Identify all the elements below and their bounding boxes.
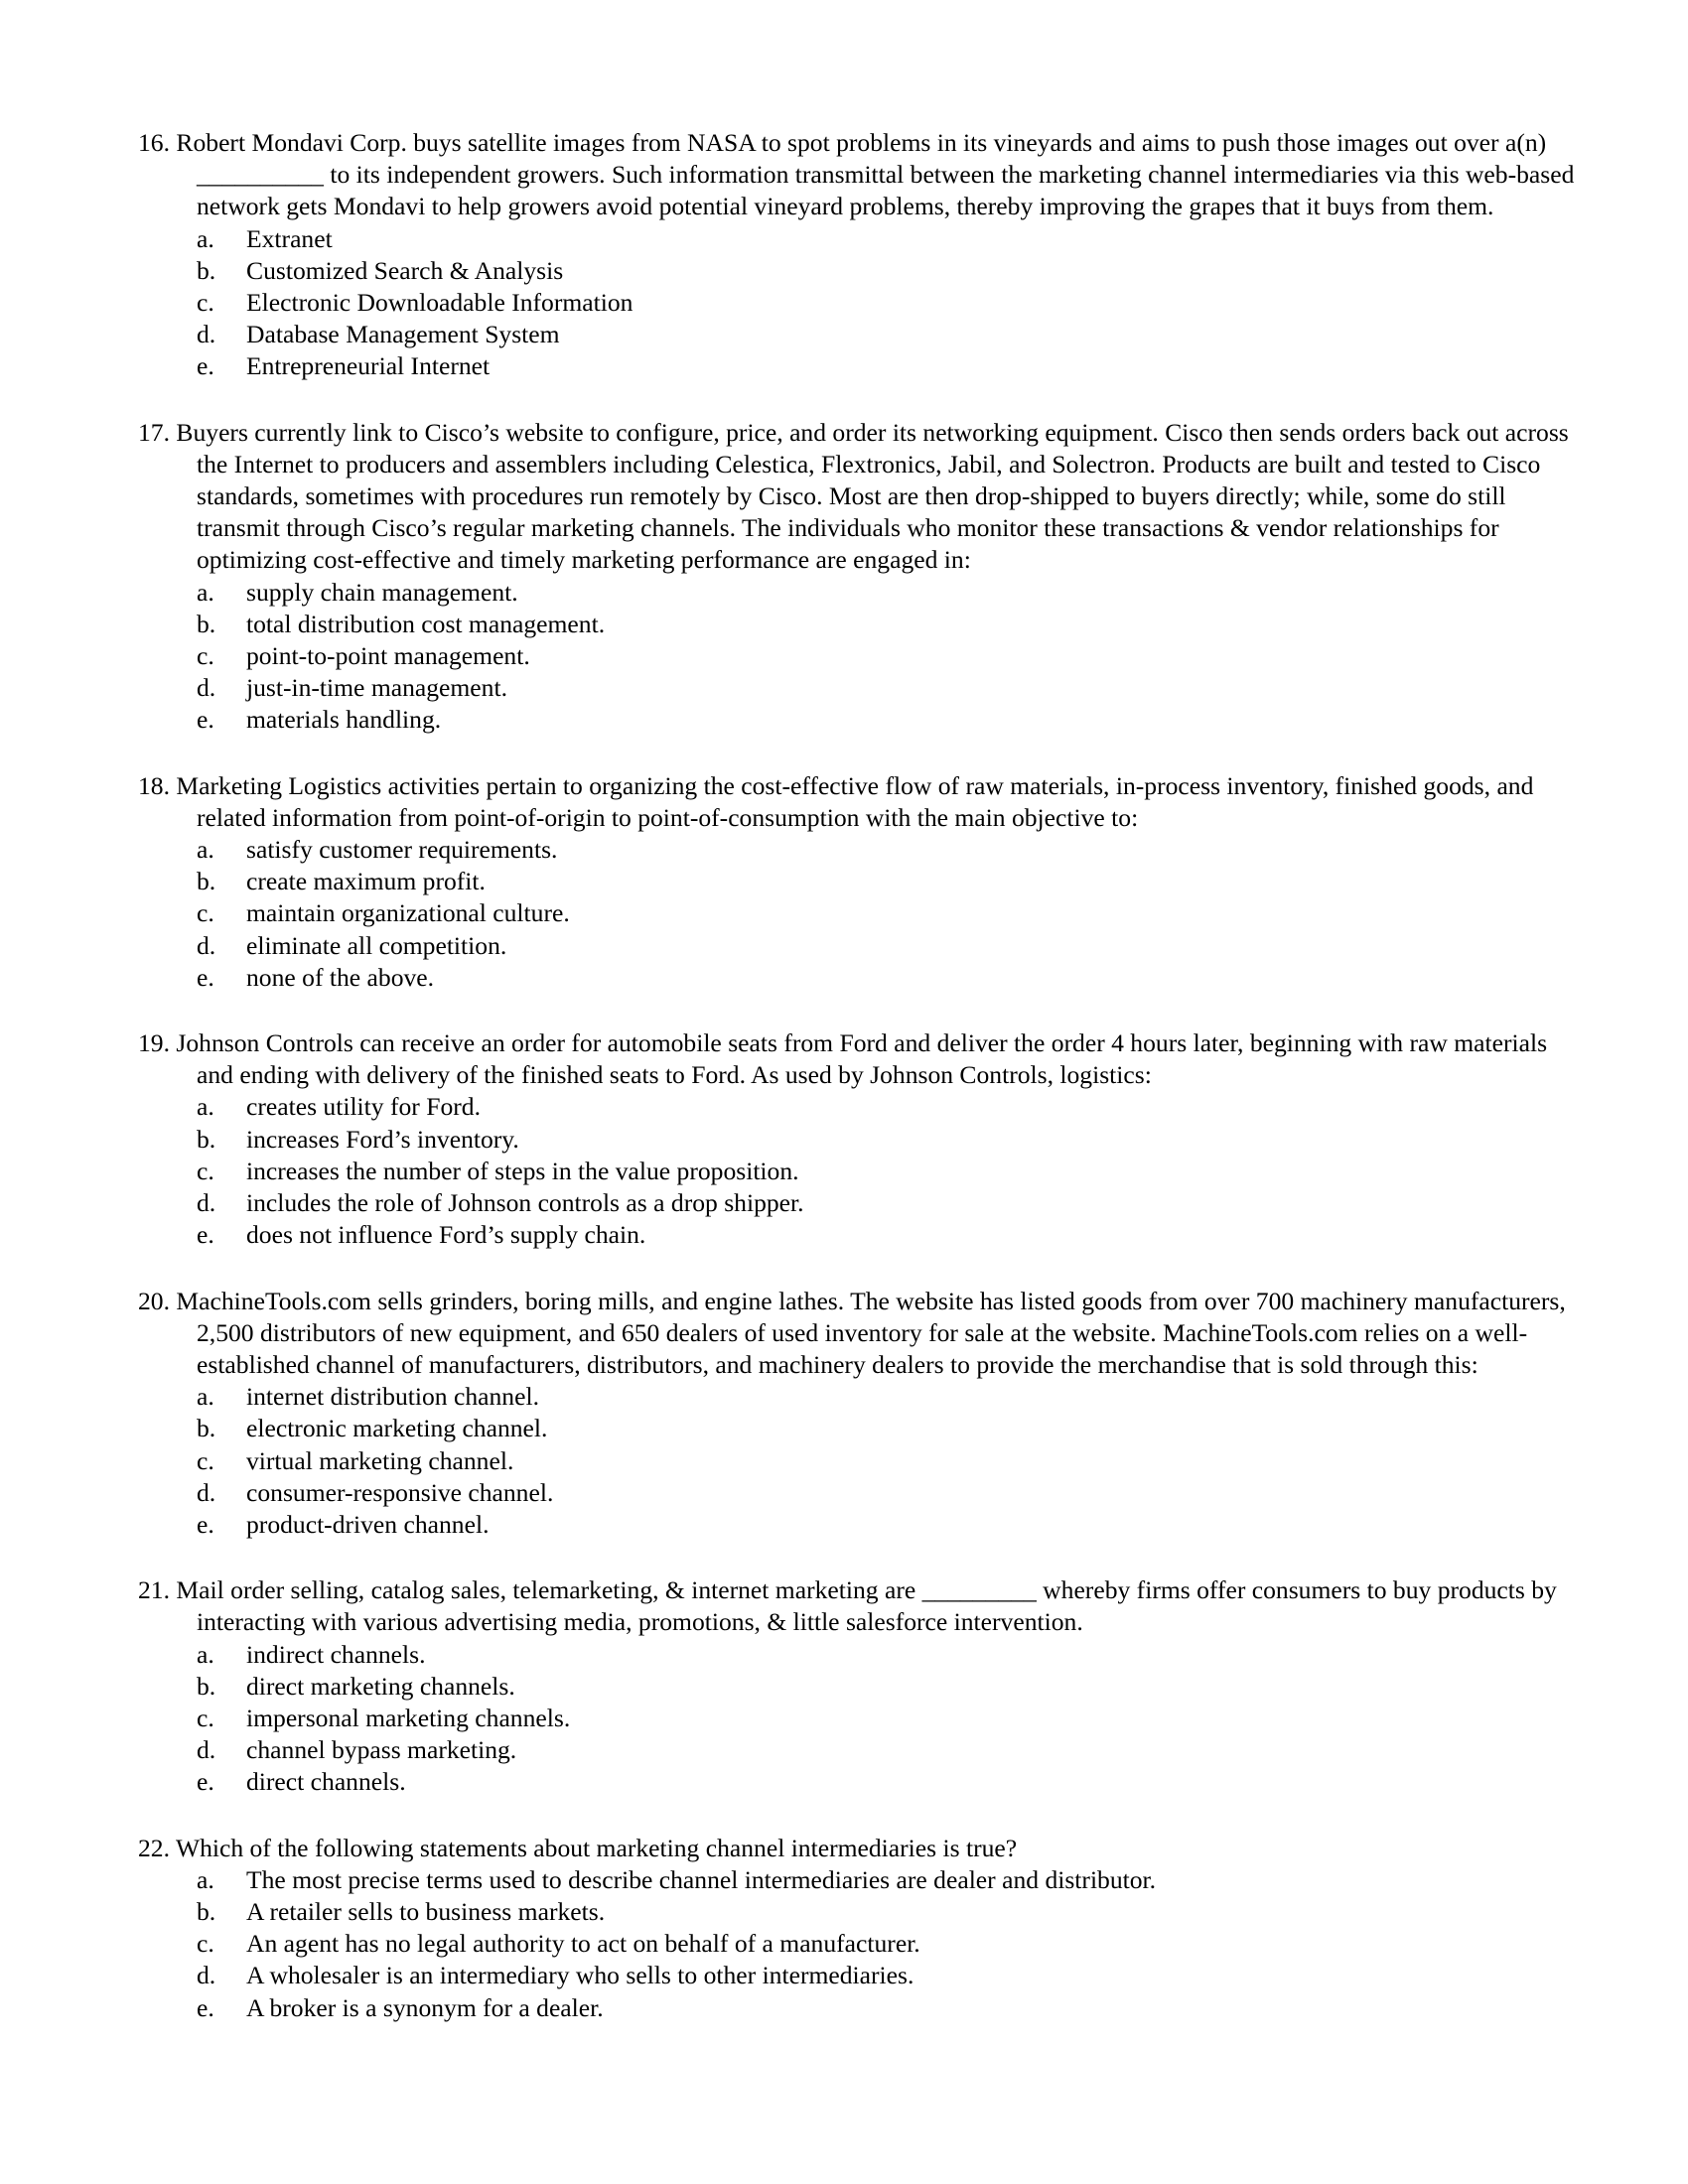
option-text: A broker is a synonym for a dealer. [246, 1992, 604, 2022]
answer-option [97, 1992, 1589, 2024]
answer-option [97, 609, 1589, 640]
option-text: create maximum profit. [246, 867, 486, 896]
option-letter: b. [197, 867, 216, 896]
option-text: direct marketing channels. [246, 1671, 515, 1701]
answer-options [97, 834, 1589, 994]
answer-option [97, 1703, 1589, 1734]
answer-options [97, 577, 1589, 737]
option-letter: e. [197, 1992, 214, 2022]
option-letter: d. [197, 320, 216, 349]
option-letter: a. [197, 1864, 214, 1894]
question-text: Robert Mondavi Corp. buys satellite images from NASA to spot problems in its vineyards and aims to push those images out over a(n) __________ to its independent growers. Such information transmittal between the marketing channel intermediaries via this web-based network gets Mondavi to help growers avoid potential vineyard problems, thereby improving the grapes that it buys from them. [176, 128, 1575, 221]
question-16 [97, 127, 1589, 383]
question-text: Buyers currently link to Cisco’s website to configure, price, and order its networking equipment. Cisco then sends orders back out across the Internet to producers and assemblers including Celestica, Flextronics, Jabil, and Solectron. Products are built and tested to Cisco standards, sometimes with procedures run remotely by Cisco. Most are then drop-shipped to buyers directly; while, some do still transmit through Cisco’s regular marketing channels. The individuals who monitor these transactions & vendor relationships for optimizing cost-effective and timely marketing performance are engaged in: [176, 417, 1569, 575]
option-text: A retailer sells to business markets. [246, 1896, 606, 1926]
answer-option [97, 1381, 1589, 1413]
question-19 [97, 1027, 1589, 1251]
option-text: point-to-point management. [246, 641, 530, 671]
option-text: channel bypass marketing. [246, 1735, 517, 1765]
answer-option [97, 1413, 1589, 1444]
option-text: eliminate all competition. [246, 930, 507, 960]
answer-option [97, 1219, 1589, 1251]
option-text: materials handling. [246, 705, 442, 735]
option-letter: c. [197, 1703, 214, 1732]
answer-option [97, 1766, 1589, 1798]
answer-option [97, 1734, 1589, 1766]
answer-option [97, 1091, 1589, 1123]
question-list [97, 127, 1589, 2024]
option-text: satisfy customer requirements. [246, 835, 558, 865]
option-letter: a. [197, 835, 214, 865]
option-letter: d. [197, 1477, 216, 1507]
answer-options [97, 1091, 1589, 1251]
answer-option [97, 1124, 1589, 1156]
question-number: 19. [138, 1028, 170, 1058]
option-letter: a. [197, 577, 214, 607]
answer-option [97, 1928, 1589, 1960]
question-21 [97, 1574, 1589, 1798]
option-letter: b. [197, 609, 216, 638]
option-letter: a. [197, 223, 214, 253]
question-stem [97, 1833, 1589, 1864]
option-letter: b. [197, 255, 216, 285]
option-letter: e. [197, 705, 214, 735]
answer-option [97, 672, 1589, 704]
answer-option [97, 1445, 1589, 1477]
answer-option [97, 1960, 1589, 1991]
option-text: A wholesaler is an intermediary who sells to other intermediaries. [246, 1961, 914, 1990]
question-text: MachineTools.com sells grinders, boring mills, and engine lathes. The website has listed goods from over 700 machinery manufacturers, 2,500 distributors of new equipment, and 650 dealers of used inventory for sale at the website. MachineTools.com relies on a well-established channel of manufacturers, distributors, and machinery dealers to provide the merchandise that is sold through this: [176, 1286, 1566, 1379]
question-number: 17. [138, 417, 170, 447]
option-text: none of the above. [246, 962, 435, 992]
answer-option [97, 255, 1589, 287]
question-20 [97, 1286, 1589, 1542]
option-text: product-driven channel. [246, 1509, 490, 1539]
answer-option [97, 1509, 1589, 1541]
option-text: indirect channels. [246, 1639, 426, 1669]
answer-option [97, 897, 1589, 929]
option-text: Customized Search & Analysis [246, 255, 564, 285]
answer-option [97, 962, 1589, 994]
answer-option [97, 577, 1589, 609]
answer-options [97, 1864, 1589, 2024]
option-letter: e. [197, 962, 214, 992]
question-22 [97, 1833, 1589, 2024]
option-letter: b. [197, 1124, 216, 1154]
question-stem [97, 127, 1589, 223]
option-letter: b. [197, 1414, 216, 1443]
question-text: Mail order selling, catalog sales, telemarketing, & internet marketing are _________ whereby firms offer consumers to buy products by interacting with various advertising media, promotions, & little salesforce intervention. [176, 1575, 1557, 1637]
answer-option [97, 834, 1589, 866]
option-text: does not influence Ford’s supply chain. [246, 1220, 646, 1250]
option-text: impersonal marketing channels. [246, 1703, 571, 1732]
option-letter: e. [197, 1767, 214, 1797]
answer-option [97, 1864, 1589, 1896]
option-letter: c. [197, 288, 214, 318]
question-stem [97, 1574, 1589, 1638]
question-18 [97, 770, 1589, 994]
question-stem [97, 1027, 1589, 1091]
question-stem [97, 770, 1589, 834]
option-letter: c. [197, 898, 214, 928]
option-letter: e. [197, 351, 214, 381]
option-letter: d. [197, 1188, 216, 1218]
option-text: Extranet [246, 223, 333, 253]
option-letter: b. [197, 1896, 216, 1926]
option-text: maintain organizational culture. [246, 898, 570, 928]
answer-option [97, 1671, 1589, 1703]
option-letter: c. [197, 1929, 214, 1959]
option-letter: c. [197, 1156, 214, 1185]
option-text: internet distribution channel. [246, 1382, 539, 1412]
option-text: electronic marketing channel. [246, 1414, 548, 1443]
answer-option [97, 866, 1589, 897]
answer-options [97, 1381, 1589, 1541]
option-text: virtual marketing channel. [246, 1445, 514, 1475]
answer-option [97, 287, 1589, 319]
question-number: 20. [138, 1286, 170, 1315]
option-letter: b. [197, 1671, 216, 1701]
question-number: 22. [138, 1833, 170, 1862]
option-letter: e. [197, 1509, 214, 1539]
option-text: direct channels. [246, 1767, 406, 1797]
answer-option [97, 1896, 1589, 1928]
option-letter: a. [197, 1092, 214, 1122]
answer-option [97, 1187, 1589, 1219]
option-text: consumer-responsive channel. [246, 1477, 554, 1507]
answer-option [97, 704, 1589, 736]
answer-option [97, 930, 1589, 962]
option-text: includes the role of Johnson controls as a drop shipper. [246, 1188, 804, 1218]
answer-option [97, 350, 1589, 382]
option-text: The most precise terms used to describe channel intermediaries are dealer and distributor. [246, 1864, 1157, 1894]
option-letter: c. [197, 1445, 214, 1475]
option-text: An agent has no legal authority to act on behalf of a manufacturer. [246, 1929, 920, 1959]
question-text: Which of the following statements about marketing channel intermediaries is true? [175, 1833, 1018, 1862]
option-letter: a. [197, 1639, 214, 1669]
option-letter: e. [197, 1220, 214, 1250]
option-letter: d. [197, 930, 216, 960]
answer-option [97, 319, 1589, 350]
question-number: 16. [138, 128, 170, 157]
answer-option [97, 1156, 1589, 1187]
answer-option [97, 1639, 1589, 1671]
answer-option [97, 640, 1589, 672]
answer-options [97, 223, 1589, 383]
option-text: Electronic Downloadable Information [246, 288, 633, 318]
option-text: total distribution cost management. [246, 609, 606, 638]
option-text: creates utility for Ford. [246, 1092, 481, 1122]
option-letter: d. [197, 1735, 216, 1765]
answer-option [97, 223, 1589, 255]
question-stem [97, 1286, 1589, 1382]
answer-option [97, 1477, 1589, 1509]
question-text: Johnson Controls can receive an order for automobile seats from Ford and deliver the order 4 hours later, beginning with raw materials and ending with delivery of the finished seats to Ford. As used by Johnson Controls, logistics: [176, 1028, 1548, 1090]
option-letter: d. [197, 673, 216, 703]
option-text: Entrepreneurial Internet [246, 351, 491, 381]
option-letter: c. [197, 641, 214, 671]
answer-options [97, 1639, 1589, 1799]
question-number: 18. [138, 770, 170, 800]
option-text: increases Ford’s inventory. [246, 1124, 519, 1154]
option-text: just-in-time management. [246, 673, 507, 703]
question-17 [97, 417, 1589, 737]
option-text: increases the number of steps in the value proposition. [246, 1156, 799, 1185]
option-text: Database Management System [246, 320, 560, 349]
question-text: Marketing Logistics activities pertain to organizing the cost-effective flow of raw materials, in-process inventory, finished goods, and related information from point-of-origin to point-of-consumption with the main objective to: [176, 770, 1534, 832]
option-text: supply chain management. [246, 577, 518, 607]
question-number: 21. [138, 1575, 170, 1605]
option-letter: a. [197, 1382, 214, 1412]
question-stem [97, 417, 1589, 577]
option-letter: d. [197, 1961, 216, 1990]
